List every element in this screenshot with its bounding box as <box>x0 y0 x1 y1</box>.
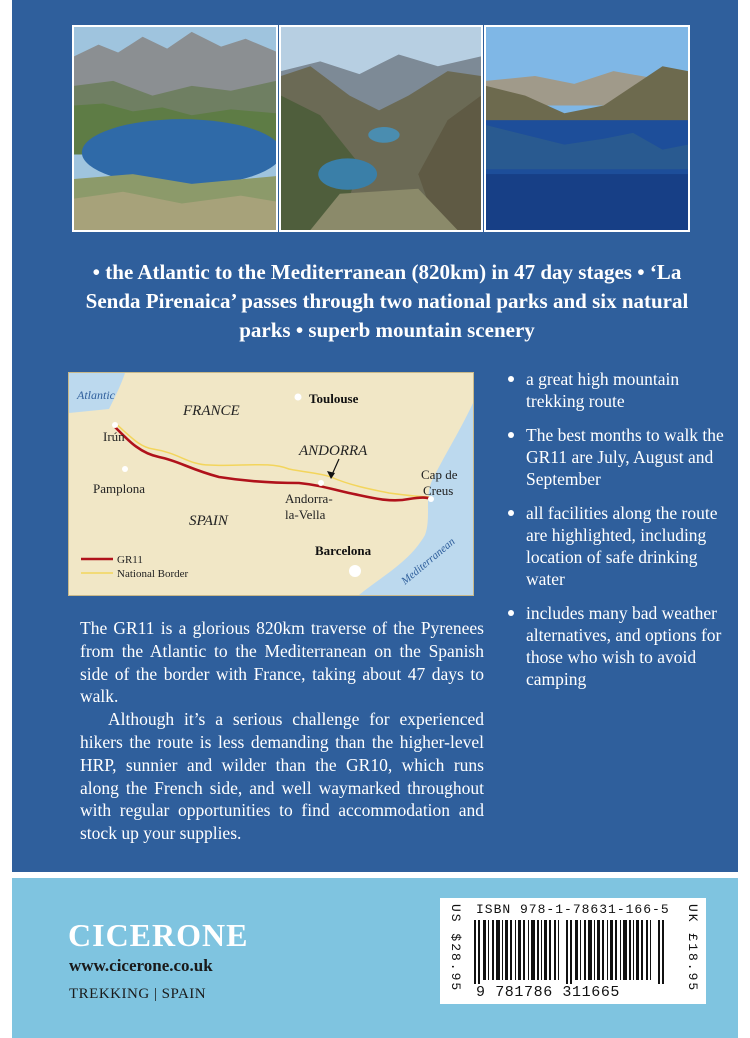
legend-gr11-label: GR11 <box>117 554 143 566</box>
map-label-andorra-la-vella-2: la-Vella <box>285 507 326 522</box>
barcode-box <box>440 898 706 1004</box>
reflection-lake-photo <box>484 25 690 232</box>
map-label-france: FRANCE <box>183 403 240 419</box>
legend-border-label: National Border <box>117 568 189 580</box>
city-marker <box>349 565 361 577</box>
map-label-andorra: ANDORRA <box>299 443 368 459</box>
mountain-lake-photo <box>72 25 278 232</box>
map-label-mediterranean: Mediterranean <box>399 535 458 588</box>
gr11-route-line <box>115 427 431 500</box>
category-label: TREKKING | SPAIN <box>69 986 207 1002</box>
feature-item: a great high mountain trekking route <box>504 368 724 412</box>
description <box>80 617 484 845</box>
map-label-spain: SPAIN <box>189 513 228 529</box>
description-paragraph: Although it’s a serious challenge for experienced hikers the route is less demanding than the higher-level HRP, sunnier and wilder than the GR10, which runs along the French side, and well waymarked throughout with regular opportunities to find accommodation and stock up your supplies. <box>80 709 484 844</box>
feature-item: The best months to walk the GR11 are July, August and September <box>504 424 724 490</box>
footer <box>12 878 738 1038</box>
map-label-cap-de-creus-2: Creus <box>423 483 454 498</box>
website-link[interactable]: www.cicerone.co.uk <box>69 956 213 975</box>
price-us: US $28.95 <box>448 904 463 993</box>
map-label-barcelona: Barcelona <box>315 543 372 558</box>
map-label-andorra-la-vella-1: Andorra- <box>285 491 333 506</box>
map-label-toulouse: Toulouse <box>309 391 359 406</box>
map-label-cap-de-creus-1: Cap de <box>421 467 458 482</box>
national-border-line <box>115 423 431 497</box>
publisher-logo-text: CICERONE <box>68 917 249 952</box>
route-map <box>68 372 474 596</box>
city-marker <box>295 394 302 401</box>
barcode <box>474 920 670 984</box>
city-marker <box>112 422 118 428</box>
feature-item: includes many bad weather alternatives, and options for those who wish to avoid camping <box>504 602 724 690</box>
city-marker <box>122 466 128 472</box>
feature-list <box>504 368 724 702</box>
price-uk: UK £18.95 <box>685 904 700 993</box>
map-label-atlantic: Atlantic <box>77 388 115 402</box>
map-label-irun: Irún <box>103 429 125 444</box>
isbn-text: ISBN 978-1-78631-166-5 <box>476 902 670 917</box>
tagline: • the Atlantic to the Mediterranean (820km) in 47 day stages • ‘La Senda Pirenaica’ passes through two national parks and six natural parks • superb mountain scenery <box>85 260 689 342</box>
feature-item: all facilities along the route are highlighted, including location of safe drinking water <box>504 502 724 590</box>
description-paragraph: The GR11 is a glorious 820km traverse of the Pyrenees from the Atlantic to the Mediterranean on the Spanish side of the border with France, taking about 47 days to walk. <box>80 618 484 707</box>
isbn-number: 9 781786 311665 <box>476 984 621 1001</box>
map-label-pamplona: Pamplona <box>93 481 145 496</box>
city-marker <box>318 480 324 486</box>
valley-lakes-photo <box>279 25 483 232</box>
cicerone-logo <box>68 916 258 952</box>
